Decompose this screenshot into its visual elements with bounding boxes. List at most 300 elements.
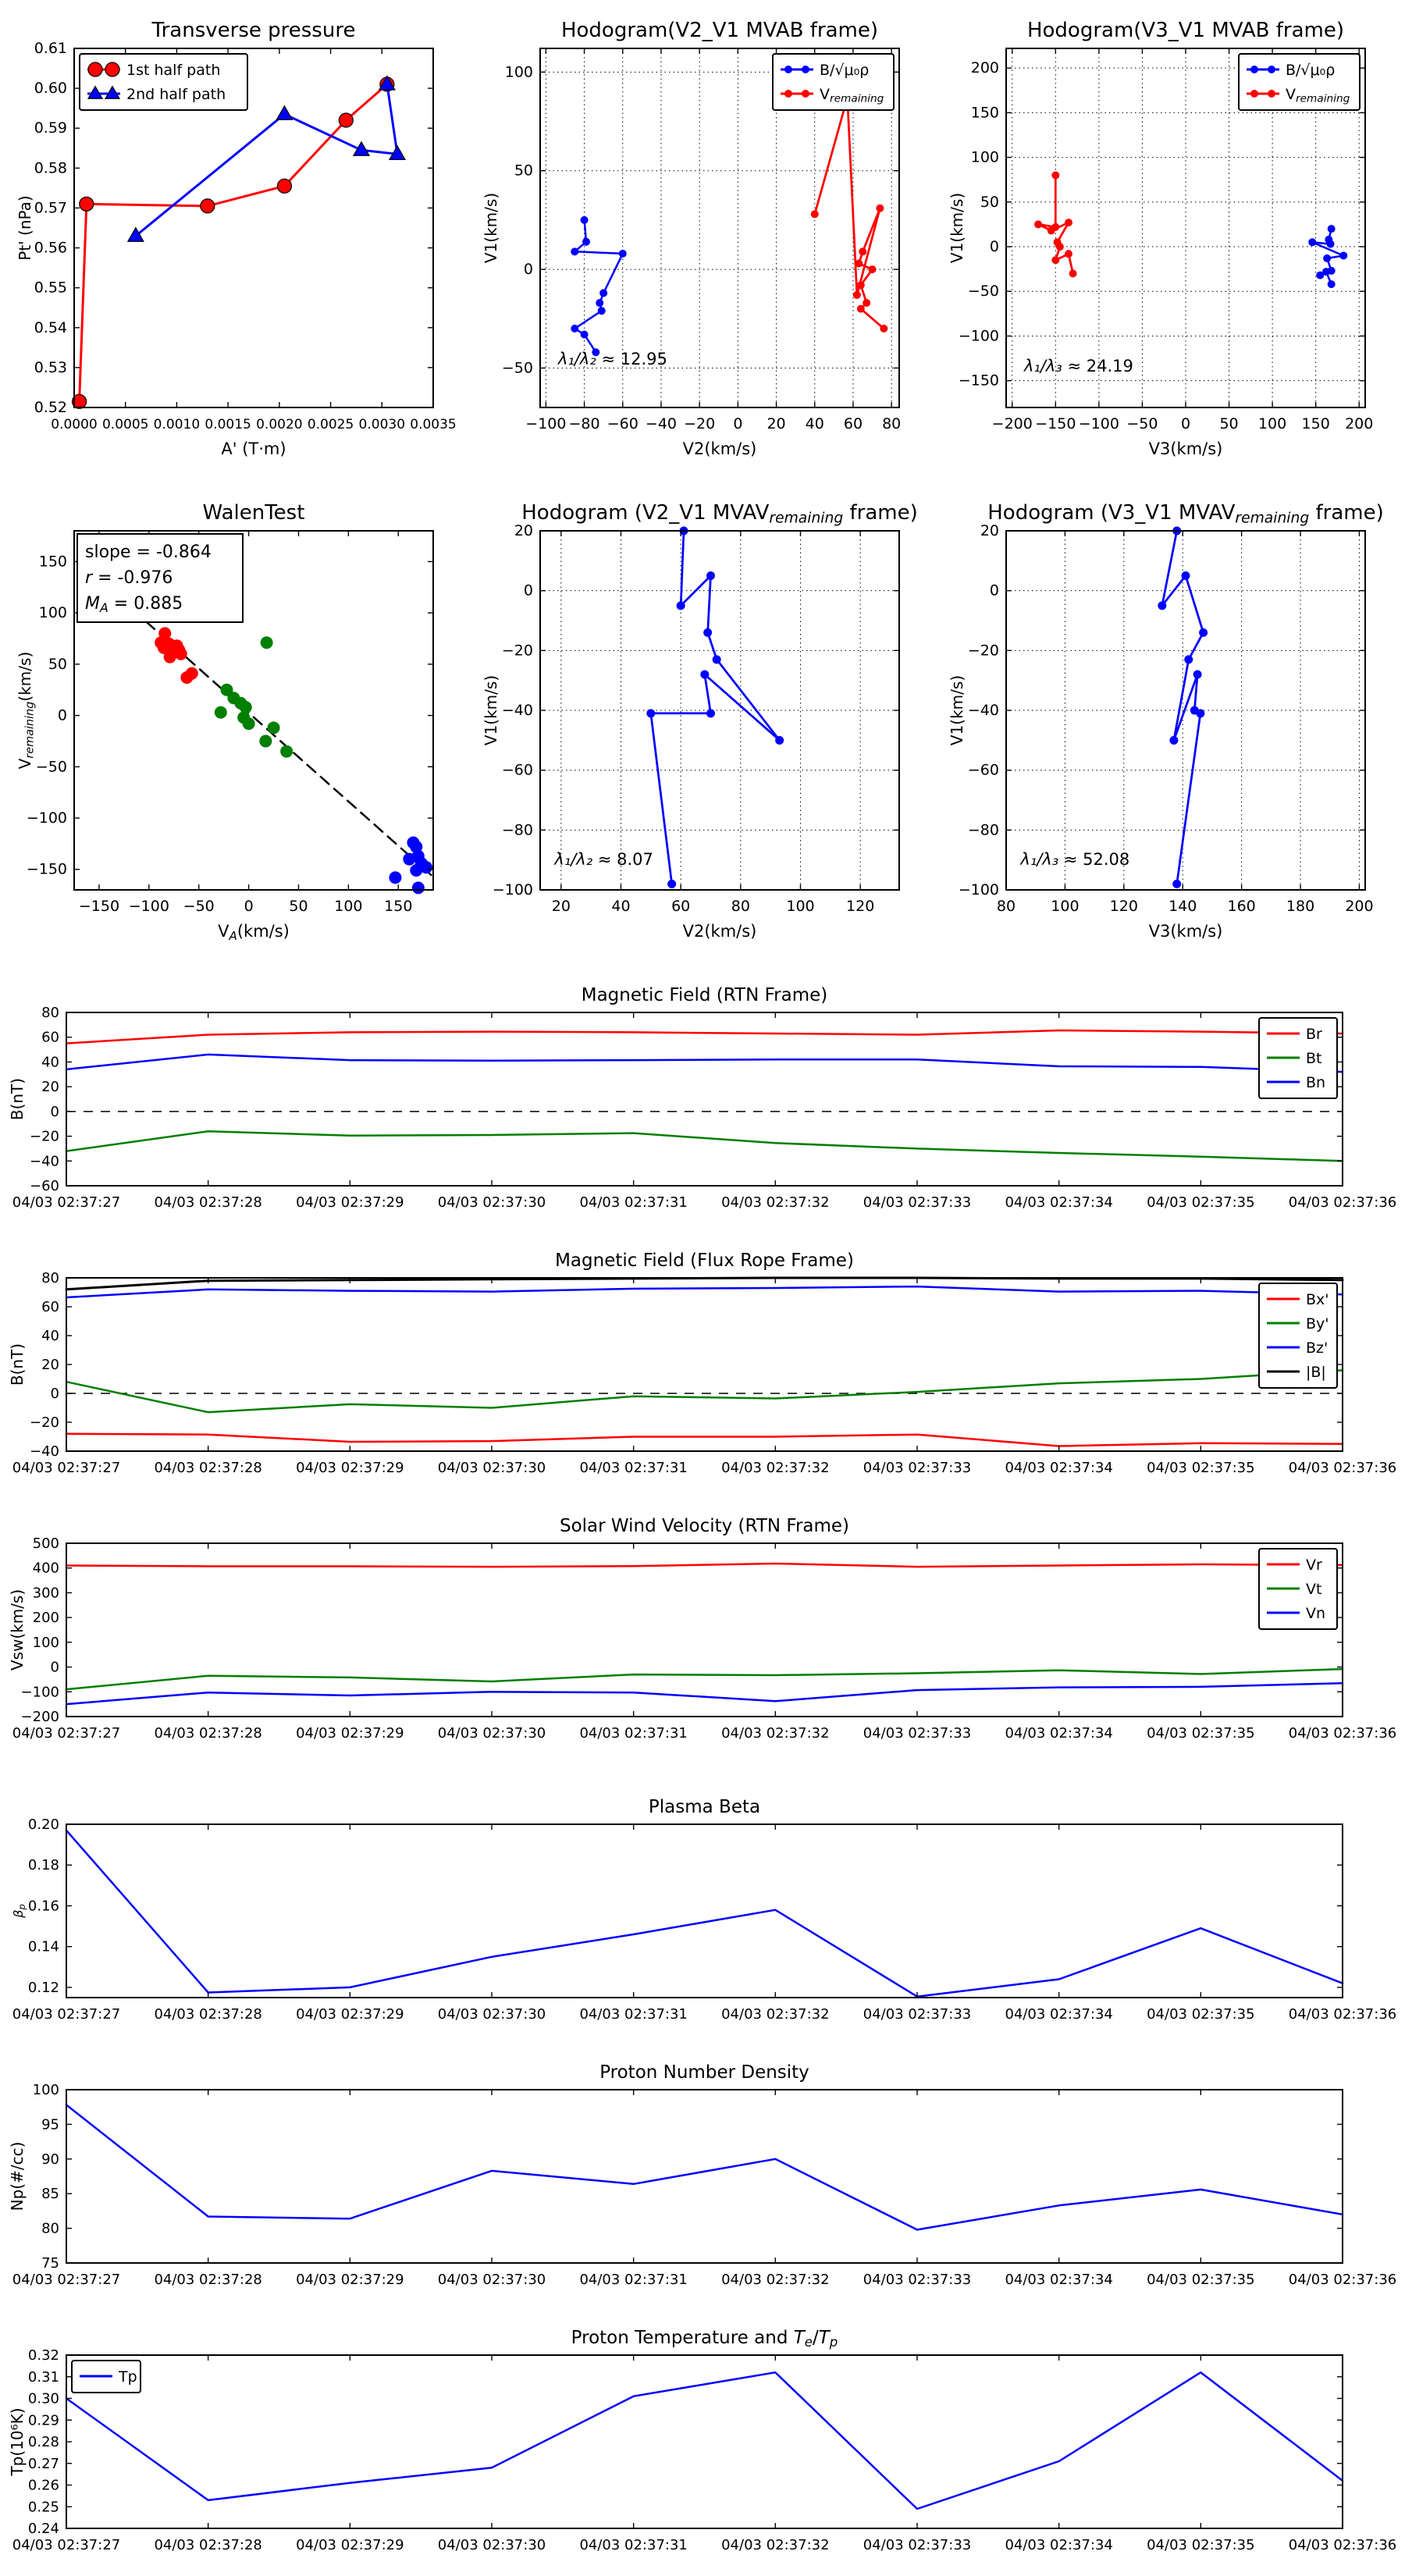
dot-marker [876,205,884,212]
y-tick-label: 0.24 [27,2521,59,2537]
dot-marker [784,90,792,98]
x-axis-label: A' (T·m) [221,439,286,458]
chart-title: Proton Number Density [599,2062,809,2083]
x-tick-label: 04/03 02:37:36 [1288,2006,1397,2023]
y-tick-label: 60 [41,1029,59,1046]
chart-mag-rtn [0,980,1405,1245]
x-tick-label: 20 [551,898,571,915]
x-tick-label: 100 [1257,415,1287,432]
circle-marker [201,199,215,213]
y-tick-label: −40 [501,702,533,719]
x-tick-label: 04/03 02:37:28 [154,1725,262,1742]
x-axis-label: V3(km/s) [1148,922,1223,941]
x-tick-label: 120 [846,898,875,915]
y-tick-label: 85 [41,2186,59,2203]
legend-label: Br [1306,1026,1322,1043]
stats-line: slope = -0.864 [85,543,212,562]
x-tick-label: 04/03 02:37:28 [154,2537,262,2553]
dot-marker [582,238,590,246]
x-tick-label: 0.0000 [51,417,98,432]
lambda-ratio-annotation: λ₁/λ₂ ≈ 8.07 [554,849,653,869]
y-tick-label: 50 [48,655,67,673]
y-tick-label: 100 [38,604,67,622]
y-tick-label: 0.55 [34,279,67,297]
x-tick-label: 04/03 02:37:33 [863,1460,972,1476]
solar-wind-velocity-svg [0,1510,1405,1776]
dot-marker [1308,238,1316,246]
y-tick-label: 0.59 [34,119,67,137]
x-tick-label: 160 [1227,898,1256,915]
y-tick-label: −50 [501,359,533,377]
y-tick-label: −100 [20,1684,59,1701]
y-tick-label: 0.32 [27,2347,59,2364]
y-tick-label: 20 [41,1079,59,1096]
y-tick-label: 0 [50,1659,59,1676]
scatter-point-middle [268,721,280,734]
y-axis-label: Vsw(km/s) [8,1589,27,1671]
y-axis-label: Tp(10⁶K) [8,2407,27,2476]
y-tick-label: −100 [958,881,999,898]
scatter-point-second-half [412,881,425,894]
y-tick-label: −80 [967,821,999,839]
x-tick-label: 04/03 02:37:35 [1147,1725,1255,1742]
x-tick-label: 04/03 02:37:30 [437,2272,546,2288]
x-tick-label: 04/03 02:37:34 [1005,1460,1113,1476]
circle-marker [339,113,353,127]
x-tick-label: 04/03 02:37:30 [437,1460,546,1476]
y-tick-label: 60 [41,1299,59,1315]
y-tick-label: 400 [32,1560,59,1577]
dot-marker [1322,268,1330,276]
chart-hodogram-v2v1-mvab [474,9,934,487]
y-tick-label: 0 [523,261,533,279]
y-tick-label: 20 [514,522,533,539]
y-tick-label: 0.14 [27,1938,59,1955]
x-tick-label: 04/03 02:37:28 [154,1460,262,1476]
x-axis-label: VA(km/s) [218,922,290,943]
x-tick-label: 04/03 02:37:30 [437,2537,546,2553]
y-tick-label: −40 [30,1443,59,1460]
dot-marker [880,325,887,333]
dot-marker [1250,66,1258,73]
dot-marker [1051,256,1059,264]
y-tick-label: −50 [967,283,999,301]
y-tick-label: 0.12 [27,1979,59,1996]
y-tick-label: 0.58 [34,159,67,177]
scatter-point-first-half [180,671,193,684]
x-tick-label: 04/03 02:37:29 [296,1725,404,1742]
series-By' [66,1370,1343,1412]
x-tick-label: 04/03 02:37:33 [863,2006,972,2023]
y-tick-label: 0.20 [27,1816,59,1833]
plot-frame [66,1543,1343,1717]
plot-frame [66,1824,1343,1998]
dot-marker [1051,171,1059,179]
hodogram-v3v1-mvav-svg [940,492,1400,970]
dot-marker [853,291,861,299]
plot-frame [66,2355,1343,2528]
x-tick-label: 0 [733,415,743,432]
legend-label: 1st half path [126,62,221,79]
chart-title: Transverse pressure [151,19,356,42]
scatter-point-middle [261,636,273,649]
x-tick-label: 04/03 02:37:27 [12,2006,121,2023]
dot-marker [599,289,607,297]
dot-marker [1327,240,1335,248]
dot-marker [869,265,877,273]
x-tick-label: 04/03 02:37:36 [1288,2537,1397,2553]
hodogram-v2v1-mvav-svg [474,492,934,970]
dot-marker [571,247,578,255]
x-tick-label: 04/03 02:37:32 [721,1460,830,1476]
x-tick-label: 150 [384,898,413,915]
dot-marker [1169,736,1178,745]
x-tick-label: 04/03 02:37:35 [1147,2537,1255,2553]
scatter-point-middle [259,735,272,747]
x-tick-label: 180 [1286,898,1315,915]
y-tick-label: 100 [32,1634,59,1651]
y-tick-label: 0 [989,582,999,600]
y-tick-label: 0 [989,238,999,256]
triangle-marker [128,228,144,242]
y-axis-label: V1(km/s) [482,674,500,746]
x-tick-label: 04/03 02:37:35 [1147,2006,1255,2023]
scatter-point-second-half [389,871,401,884]
chart-hodogram-v3v1-mvav [940,492,1400,970]
x-tick-label: 60 [671,898,691,915]
x-tick-label: 80 [731,898,750,915]
x-tick-label: −150 [78,898,120,915]
legend-label: Bz' [1306,1340,1329,1357]
x-tick-label: 40 [805,415,824,432]
lambda-ratio-annotation: λ₁/λ₃ ≈ 52.08 [1020,849,1130,869]
scatter-point-first-half [175,648,187,660]
series-Bn [66,1055,1343,1072]
scatter-point-middle [280,745,293,758]
y-tick-label: −40 [30,1153,59,1170]
x-tick-label: 04/03 02:37:27 [12,2537,121,2553]
x-tick-label: 0.0020 [256,417,303,432]
y-tick-label: 150 [970,104,999,122]
x-tick-label: 04/03 02:37:29 [296,2272,404,2288]
legend-label: Bx' [1306,1291,1329,1308]
circle-marker [277,179,291,193]
dot-marker [1328,280,1336,288]
x-tick-label: −150 [1035,415,1076,432]
proton-number-density-svg [0,2057,1405,2322]
y-tick-label: 0 [50,1386,59,1402]
lambda-ratio-annotation: λ₁/λ₃ ≈ 24.19 [1024,357,1133,375]
y-tick-label: −150 [26,860,67,878]
x-tick-label: 04/03 02:37:32 [721,2006,830,2023]
y-tick-label: −150 [958,372,999,390]
x-tick-label: 20 [767,415,786,432]
hodogram-v3v1-mvab-svg [940,9,1400,487]
x-tick-label: −80 [568,415,600,432]
y-tick-label: −80 [501,821,533,839]
dot-marker [571,325,578,333]
x-axis-label: V2(km/s) [682,439,757,458]
dot-marker [1158,601,1166,610]
y-tick-label: 80 [41,1005,59,1021]
series-Bt [66,1131,1343,1161]
y-tick-label: −200 [20,1709,59,1725]
y-tick-label: −60 [501,761,533,779]
x-tick-label: 100 [1051,898,1080,915]
chart-title: Solar Wind Velocity (RTN Frame) [559,1516,850,1536]
x-tick-label: 04/03 02:37:32 [721,2537,830,2553]
dot-marker [706,709,715,717]
y-tick-label: −20 [30,1128,59,1145]
x-tick-label: 04/03 02:37:35 [1147,1194,1255,1211]
x-tick-label: 04/03 02:37:36 [1288,1725,1397,1742]
y-tick-label: 200 [970,59,999,77]
legend-label: Vn [1306,1605,1326,1622]
chart-title: Plasma Beta [648,1797,761,1817]
proton-temperature-svg [0,2322,1405,2576]
dot-marker [1048,226,1055,234]
dot-marker [1268,66,1275,73]
series-Tp [66,2372,1343,2509]
y-axis-label: V1(km/s) [948,192,966,264]
dot-marker [863,299,870,307]
x-tick-label: 60 [843,415,863,432]
x-tick-label: 04/03 02:37:28 [154,2272,262,2288]
x-tick-label: 04/03 02:37:27 [12,1194,121,1211]
dot-marker [598,307,606,315]
scatter-point-middle [215,706,227,719]
dot-marker [581,216,589,224]
dot-marker [1250,90,1258,98]
chart-title: Hodogram(V3_V1 MVAB frame) [1026,19,1345,42]
chart-title: Hodogram (V2_V1 MVAVremaining frame) [521,501,918,527]
x-tick-label: 04/03 02:37:34 [1005,2537,1113,2553]
legend-label: Vr [1306,1557,1322,1574]
y-axis-label: V1(km/s) [482,192,500,264]
x-tick-label: 04/03 02:37:34 [1005,2006,1113,2023]
legend-label: By' [1306,1315,1329,1332]
dot-marker [1199,628,1208,637]
chart-hodogram-v2v1-mvav [474,492,934,970]
dot-marker [581,330,589,338]
chart-solar-wind-velocity [0,1510,1405,1776]
y-axis-label: Vremaining(km/s) [16,651,37,770]
x-tick-label: 04/03 02:37:34 [1005,2272,1113,2288]
x-tick-label: 04/03 02:37:34 [1005,1725,1113,1742]
dot-marker [855,259,863,267]
scatter-point-first-half [164,651,176,664]
y-tick-label: 0.16 [27,1898,59,1915]
y-tick-label: −60 [967,761,999,779]
chart-proton-temperature [0,2322,1405,2576]
x-tick-label: 50 [289,898,308,915]
y-tick-label: 0.27 [27,2455,59,2472]
x-tick-label: 0.0010 [153,417,201,432]
x-tick-label: 04/03 02:37:33 [863,1725,972,1742]
y-tick-label: 95 [41,2116,59,2133]
legend-label: Bt [1306,1050,1322,1067]
y-tick-label: 300 [32,1585,59,1602]
series-Bx' [66,1434,1343,1446]
dot-marker [857,281,865,289]
transverse-pressure-svg [8,9,468,487]
chart-plasma-beta [0,1791,1405,2057]
x-tick-label: 04/03 02:37:31 [579,1460,688,1476]
y-axis-label: V1(km/s) [948,674,966,746]
dot-marker [1065,219,1072,226]
dot-marker [1182,571,1190,580]
x-tick-label: 140 [1168,898,1197,915]
legend-label: Vremaining [1286,86,1350,105]
y-tick-label: −50 [35,758,67,776]
y-tick-label: 40 [41,1054,59,1071]
x-tick-label: 04/03 02:37:36 [1288,1194,1397,1211]
x-tick-label: 80 [882,415,902,432]
x-tick-label: 04/03 02:37:29 [296,2006,404,2023]
x-tick-label: 150 [1301,415,1330,432]
chart-transverse-pressure [8,9,468,487]
y-tick-label: 0.54 [34,318,67,336]
y-tick-label: 0.53 [34,358,67,376]
chart-mag-flux-rope [0,1245,1405,1510]
x-tick-label: 0.0025 [307,417,354,432]
dot-marker [802,66,809,73]
x-axis-label: V3(km/s) [1148,439,1223,458]
series-Vn [66,1683,1343,1704]
legend-label: Vt [1306,1581,1322,1598]
x-tick-label: 04/03 02:37:34 [1005,1194,1113,1211]
series-Vr [66,1564,1343,1567]
x-tick-label: 04/03 02:37:32 [721,2272,830,2288]
y-tick-label: 0 [523,582,533,600]
chart-walen-test [8,492,468,970]
dot-marker [802,90,809,98]
dot-marker [700,671,709,679]
dot-marker [677,601,685,610]
y-tick-label: 0.28 [27,2434,59,2450]
x-tick-label: 0.0035 [410,417,457,432]
stats-line: MA = 0.885 [85,594,183,615]
x-tick-label: 50 [1219,415,1239,432]
x-tick-label: 0.0030 [358,417,406,432]
dot-marker [596,299,603,307]
dot-marker [1268,90,1275,98]
y-axis-label: B(nT) [8,1343,27,1386]
dot-marker [1323,254,1331,262]
x-tick-label: 04/03 02:37:32 [721,1194,830,1211]
dot-marker [1184,655,1193,664]
series-1st half path [80,84,387,401]
dot-marker [646,709,655,717]
x-tick-label: 0.0005 [101,417,149,432]
dot-marker [811,210,819,218]
chart-title: Magnetic Field (Flux Rope Frame) [555,1251,854,1271]
series-Br [66,1030,1343,1044]
x-tick-label: 04/03 02:37:33 [863,1194,972,1211]
x-tick-label: 04/03 02:37:31 [579,1194,688,1211]
circle-marker [105,62,119,76]
y-tick-label: 0.25 [27,2499,59,2516]
y-axis-label: B(nT) [8,1077,27,1121]
y-tick-label: 0.60 [34,80,67,98]
x-tick-label: 04/03 02:37:30 [437,1194,546,1211]
y-tick-label: −40 [967,702,999,719]
stats-line: r = -0.976 [85,568,173,588]
x-tick-label: 0 [1180,415,1191,432]
y-tick-label: 80 [41,1270,59,1286]
chart-hodogram-v3v1-mvab [940,9,1400,487]
dot-marker [706,571,715,580]
x-tick-label: 04/03 02:37:28 [154,1194,262,1211]
circle-marker [80,197,94,211]
x-tick-label: 04/03 02:37:36 [1288,1460,1397,1476]
y-tick-label: 0.29 [27,2412,59,2429]
legend-label: B/√μ₀ρ [1286,62,1336,79]
x-tick-label: 04/03 02:37:27 [12,1460,121,1476]
mag-rtn-svg [0,980,1405,1245]
dot-marker [857,305,865,313]
dot-marker [1065,250,1072,258]
chart-title: Magnetic Field (RTN Frame) [581,985,828,1005]
x-tick-label: 04/03 02:37:28 [154,2006,262,2023]
y-tick-label: 100 [32,2082,59,2098]
y-tick-label: −20 [967,642,999,660]
chart-title: Proton Temperature and Te/Tp [571,2328,838,2350]
dot-marker [1193,671,1202,679]
y-tick-label: 0.57 [34,199,67,217]
x-tick-label: 04/03 02:37:36 [1288,2272,1397,2288]
dot-marker [1056,243,1064,251]
x-tick-label: −50 [183,898,215,915]
y-tick-label: 0.52 [34,399,67,416]
x-tick-label: 04/03 02:37:29 [296,1194,404,1211]
x-tick-label: 04/03 02:37:33 [863,2272,972,2288]
y-tick-label: 0.26 [27,2477,59,2494]
chart-proton-number-density [0,2057,1405,2322]
x-tick-label: −40 [645,415,678,432]
x-tick-label: −50 [1126,415,1158,432]
y-tick-label: 20 [980,522,999,539]
x-tick-label: 04/03 02:37:31 [579,2272,688,2288]
x-tick-label: 0 [244,898,254,915]
x-tick-label: 40 [611,898,631,915]
x-tick-label: 0.0015 [205,417,251,432]
chart-title: Hodogram(V2_V1 MVAB frame) [560,19,879,42]
y-tick-label: −20 [501,642,533,660]
dot-marker [667,880,676,888]
dot-marker [1196,709,1204,717]
scatter-point-middle [243,717,255,730]
y-tick-label: −100 [26,809,67,827]
x-tick-label: 04/03 02:37:30 [437,1725,546,1742]
dot-marker [1339,251,1347,259]
hodogram-v2v1-mvab-svg [474,9,934,487]
x-tick-label: −100 [128,898,169,915]
x-tick-label: 04/03 02:37:29 [296,1460,404,1476]
legend-label: Vremaining [820,86,884,105]
plot-frame [66,1012,1343,1186]
y-tick-label: 0.61 [34,40,67,57]
x-tick-label: 04/03 02:37:35 [1147,1460,1255,1476]
x-tick-label: 120 [1109,898,1138,915]
series-V-remaining [815,98,884,329]
y-tick-label: 80 [41,2220,59,2237]
triangle-marker [276,106,292,119]
x-tick-label: −100 [525,415,567,432]
scatter-point-second-half [420,861,432,873]
dot-marker [1034,220,1042,228]
series-V-path [651,531,780,884]
